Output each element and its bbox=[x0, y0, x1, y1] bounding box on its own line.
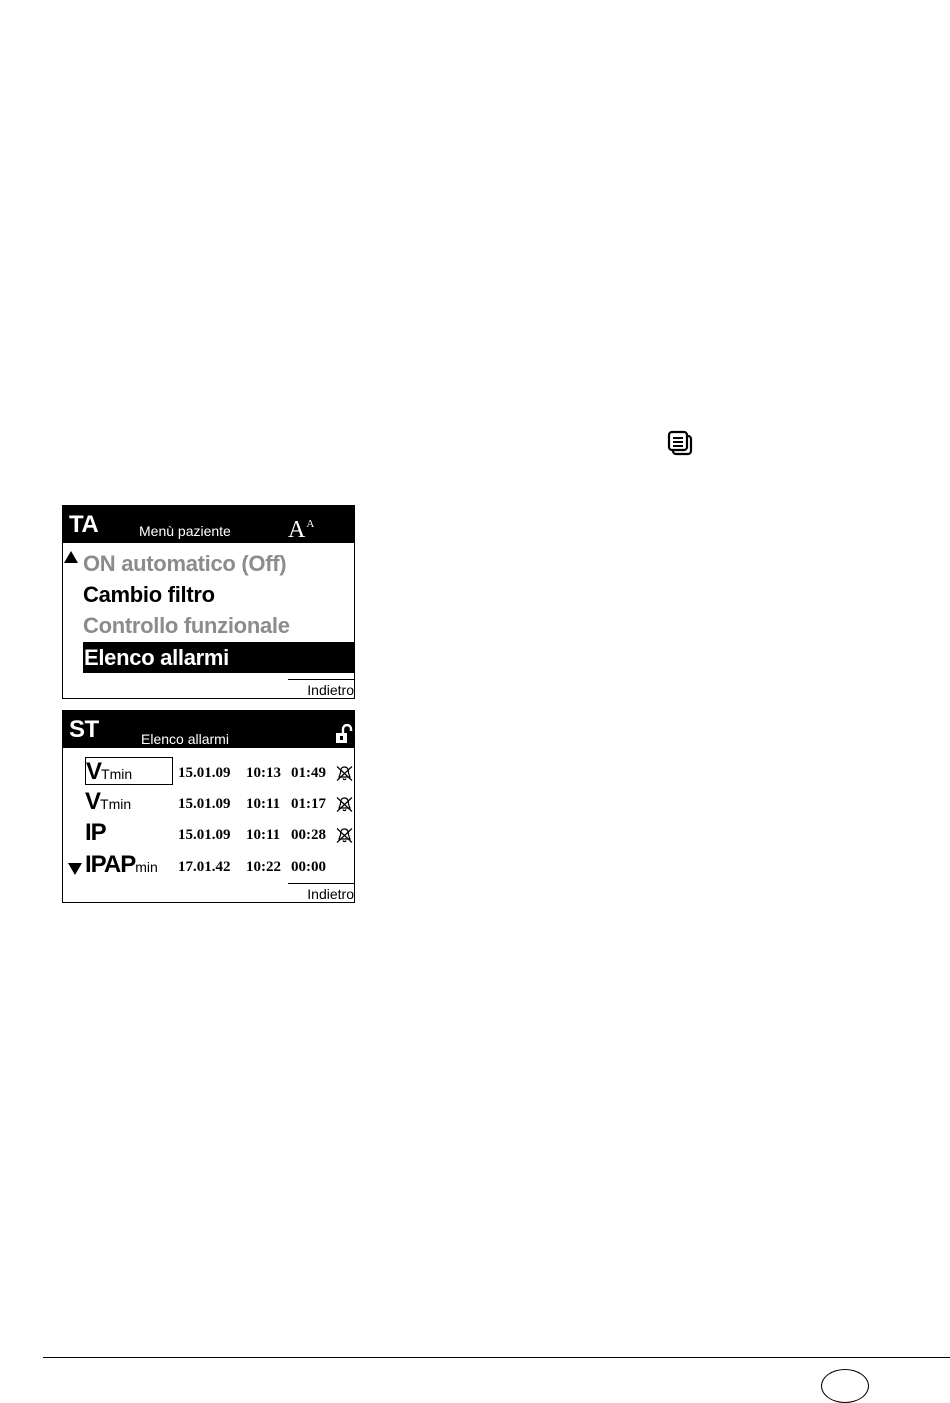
alarm-duration: 00:00 bbox=[291, 859, 326, 875]
alarm-row[interactable] bbox=[63, 788, 354, 819]
manual-pages-icon bbox=[667, 430, 693, 456]
muted-bell-icon bbox=[336, 827, 353, 844]
alarm-name bbox=[85, 788, 173, 816]
alarm-date: 15.01.09 bbox=[178, 796, 231, 812]
menu-item-function-check[interactable]: Controllo funzionale bbox=[83, 613, 290, 638]
alarm-time: 10:11 bbox=[246, 827, 281, 843]
alarm-name-sub: Tmin bbox=[101, 766, 133, 782]
alarm-name-main: V bbox=[85, 788, 101, 815]
alarm-row[interactable] bbox=[63, 819, 354, 850]
language-badge-oval bbox=[821, 1369, 869, 1403]
font-size-icon-letter: A bbox=[288, 517, 306, 543]
alarm-date: 17.01.42 bbox=[178, 859, 231, 875]
font-size-icon-sup: A bbox=[306, 518, 315, 530]
menu-item-filter-change[interactable]: Cambio filtro bbox=[83, 582, 215, 607]
menu-item-alarm-list[interactable]: Elenco allarmi bbox=[83, 642, 354, 673]
patient-menu-screen bbox=[62, 505, 355, 699]
mode-code: ST bbox=[69, 716, 99, 743]
alarm-duration: 01:49 bbox=[291, 765, 326, 781]
alarm-name bbox=[85, 757, 173, 785]
muted-bell-icon bbox=[336, 796, 353, 813]
menu-item-auto-on[interactable]: ON automatico (Off) bbox=[83, 551, 287, 576]
screen-title: Menù paziente bbox=[139, 523, 231, 539]
screen-header bbox=[63, 711, 354, 748]
alarm-name-main: V bbox=[86, 758, 102, 785]
mode-code: TA bbox=[69, 511, 99, 538]
alarm-name-sub: Tmin bbox=[100, 796, 132, 812]
back-softkey[interactable]: Indietro bbox=[288, 883, 354, 902]
alarm-duration: 01:17 bbox=[291, 796, 326, 812]
alarm-date: 15.01.09 bbox=[178, 765, 231, 781]
alarm-name bbox=[85, 819, 173, 847]
alarm-name-main: IP bbox=[85, 819, 106, 846]
alarm-name bbox=[85, 851, 173, 879]
screen-title: Elenco allarmi bbox=[141, 731, 229, 747]
alarm-name-main: IPAP bbox=[85, 851, 136, 878]
alarm-time: 10:13 bbox=[246, 765, 281, 781]
alarm-row[interactable] bbox=[63, 851, 354, 882]
unlocked-padlock-icon[interactable] bbox=[335, 724, 355, 744]
alarm-time: 10:11 bbox=[246, 796, 281, 812]
alarm-list-screen bbox=[62, 710, 355, 903]
footer-divider bbox=[43, 1357, 950, 1358]
scroll-up-arrow-icon[interactable] bbox=[64, 551, 78, 563]
alarm-row[interactable] bbox=[63, 757, 354, 788]
screen-header bbox=[63, 506, 354, 543]
back-softkey[interactable]: Indietro bbox=[288, 679, 354, 698]
font-size-icon[interactable] bbox=[288, 512, 314, 542]
alarm-date: 15.01.09 bbox=[178, 827, 231, 843]
muted-bell-icon bbox=[336, 765, 353, 782]
alarm-duration: 00:28 bbox=[291, 827, 326, 843]
alarm-name-sub: min bbox=[135, 859, 158, 875]
alarm-time: 10:22 bbox=[246, 859, 281, 875]
